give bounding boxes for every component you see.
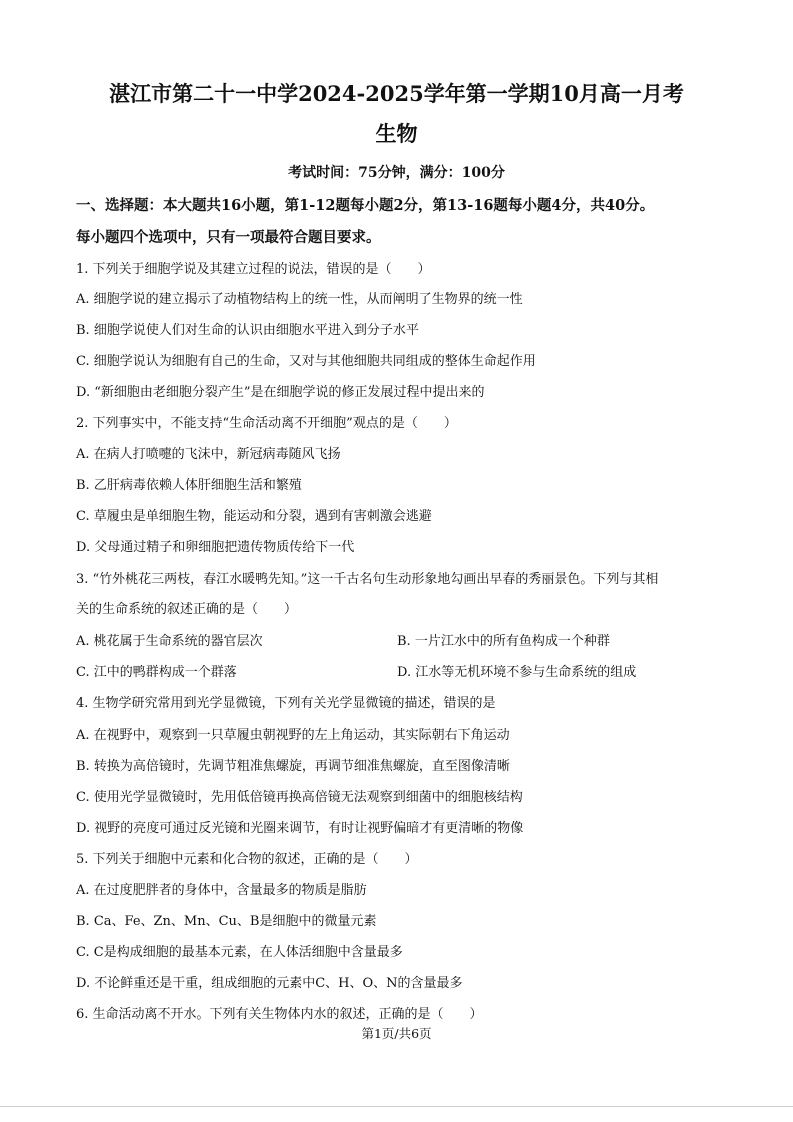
q5-option-b: B. Ca、Fe、Zn、Mn、Cu、B是细胞中的微量元素	[76, 914, 377, 929]
q1-option-b: B. 细胞学说使人们对生命的认识由细胞水平进入到分子水平	[76, 323, 419, 338]
section-instruction: 每小题四个选项中，只有一项最符合题目要求。	[76, 229, 381, 246]
q4-option-b: B. 转换为高倍镜时，先调节粗准焦螺旋，再调节细准焦螺旋，直至图像清晰	[76, 759, 510, 774]
q5-option-d: D. 不论鲜重还是干重，组成细胞的元素中C、H、O、N的含量最多	[76, 976, 463, 991]
exam-info: 考试时间：75分钟，满分：100分	[288, 165, 505, 181]
q5-option-c: C. C是构成细胞的最基本元素，在人体活细胞中含量最多	[76, 945, 403, 960]
q6-stem: 6. 生命活动离不开水。下列有关生物体内水的叙述，正确的是（ ）	[76, 1007, 483, 1022]
q3-stem-line1: 3. “竹外桃花三两枝，春江水暖鸭先知。”这一千古名句生动形象地勾画出早春的秀丽景色。下列与其相	[76, 572, 659, 587]
q4-stem: 4. 生物学研究常用到光学显微镜，下列有关光学显微镜的描述，错误的是	[76, 696, 496, 711]
q4-option-d: D. 视野的亮度可通过反光镜和光圈来调节，有时让视野偏暗才有更清晰的物像	[76, 821, 524, 836]
q2-option-b: B. 乙肝病毒依赖人体肝细胞生活和繁殖	[76, 478, 302, 493]
section-heading: 一、选择题：本大题共16小题，第1-12题每小题2分，第13-16题每小题4分，共40分。	[76, 197, 655, 214]
q3-option-d: D. 江水等无机环境不参与生命系统的组成	[397, 665, 637, 680]
q5-stem: 5. 下列关于细胞中元素和化合物的叙述，正确的是（ ）	[76, 852, 418, 867]
q3-option-a: A. 桃花属于生命系统的器官层次	[76, 634, 263, 649]
q1-option-a: A. 细胞学说的建立揭示了动植物结构上的统一性，从而阐明了生物界的统一性	[76, 292, 523, 307]
q3-option-b: B. 一片江水中的所有鱼构成一个种群	[397, 634, 610, 649]
q2-option-a: A. 在病人打喷嚏的飞沫中，新冠病毒随风飞扬	[76, 447, 341, 462]
q3-option-c: C. 江中的鸭群构成一个群落	[76, 665, 237, 680]
q1-stem: 1. 下列关于细胞学说及其建立过程的说法，错误的是（ ）	[76, 262, 431, 277]
q5-option-a: A. 在过度肥胖者的身体中，含量最多的物质是脂肪	[76, 883, 367, 898]
q4-option-c: C. 使用光学显微镜时，先用低倍镜再换高倍镜无法观察到细菌中的细胞核结构	[76, 790, 523, 805]
page-bottom-divider	[0, 1106, 793, 1107]
q3-stem-line2: 关的生命系统的叙述正确的是（ ）	[76, 602, 298, 617]
q2-stem: 2. 下列事实中，不能支持“生命活动离不开细胞”观点的是（ ）	[76, 416, 457, 431]
q4-option-a: A. 在视野中，观察到一只草履虫朝视野的左上角运动，其实际朝右下角运动	[76, 728, 510, 743]
subject-title: 生物	[375, 121, 418, 146]
q1-option-c: C. 细胞学说认为细胞有自己的生命，又对与其他细胞共同组成的整体生命起作用	[76, 354, 536, 369]
q1-option-d: D. “新细胞由老细胞分裂产生”是在细胞学说的修正发展过程中提出来的	[76, 385, 485, 400]
page-number: 第1页/共6页	[361, 1026, 432, 1041]
exam-title: 湛江市第二十一中学2024-2025学年第一学期10月高一月考	[109, 81, 684, 106]
q2-option-c: C. 草履虫是单细胞生物，能运动和分裂，遇到有害刺激会逃避	[76, 509, 432, 524]
q2-option-d: D. 父母通过精子和卵细胞把遗传物质传给下一代	[76, 540, 355, 555]
